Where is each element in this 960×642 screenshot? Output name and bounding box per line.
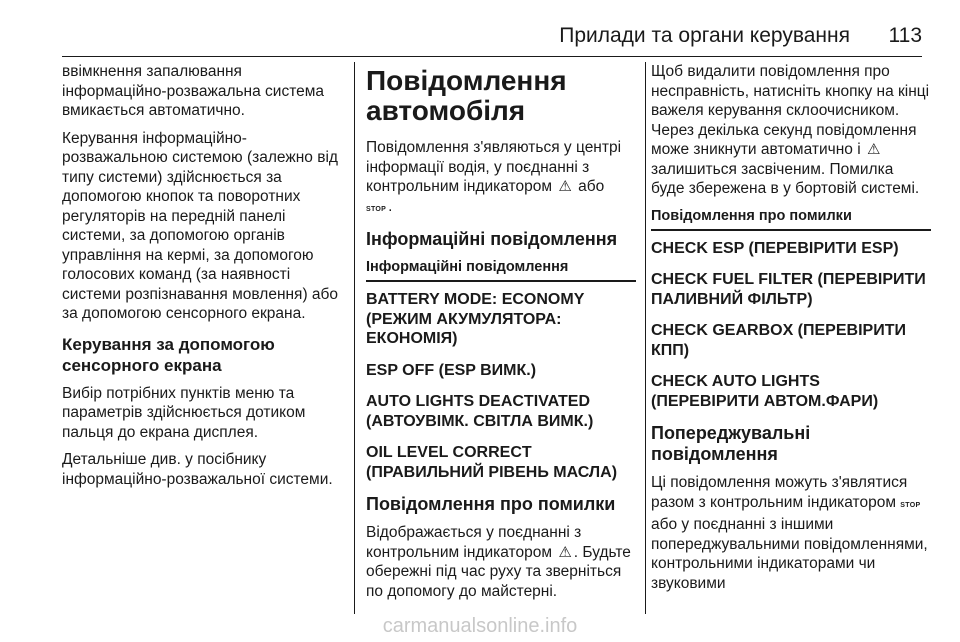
column-divider [354,62,355,614]
intro-text: Повідомлення з'являються у центрі інформації водія, у поєднанні з контрольним індикатором [366,139,622,195]
page-number: 113 [888,24,922,47]
intro-paragraph [366,138,636,219]
paragraph-text: Щоб видалити повідомлення про несправність, натисніть кнопку на кінці важеля керування склоочисником. Через декілька секунд повідомлення може зникнути автоматично і [651,63,930,158]
section-heading: Інформаційні повідомлення [366,229,618,249]
message-item: ESP OFF (ESP ВИМК.) [366,361,537,379]
stop-icon: STOP [900,501,921,509]
message-item: CHECK FUEL FILTER (ПЕРЕВІРИТИ ПАЛИВНИЙ ФІЛЬТР) [651,271,926,308]
intro-text: . [388,197,393,215]
paragraph-text: або у поєднанні з іншими попереджувальними повідомленнями, контрольними індикаторами чи звуковими [651,516,928,592]
intro-text: або [578,178,605,195]
error-text: Відображається у поєднанні з контрольним індикатором [366,524,582,561]
paragraph: Вибір потрібних пунктів меню та параметрів здійснюється дотиком пальця до екрана дисплея. [62,384,306,441]
message-item: BATTERY MODE: ECONOMY (РЕЖИМ АКУМУЛЯТОРА: ЕКОНОМІЯ) [366,291,585,347]
table-header: Інформаційні повідомлення [366,258,636,282]
section-heading: Попереджувальні повідомлення [651,423,811,464]
paragraph [366,523,636,601]
message-item: AUTO LIGHTS DEACTIVATED (АВТОУВІМК. СВІТЛА ВИМК.) [366,393,594,430]
page-header [0,0,960,60]
paragraph [651,62,931,199]
column-left [62,62,346,612]
section-heading: Керування за допомогою сенсорного екрана [62,334,275,375]
table-header: Повідомлення про помилки [651,207,931,231]
watermark: carmanualsonline.info [382,615,578,637]
error-text: . Будьте обережні під час руху та зверніться по допомогу до майстерні. [366,543,631,600]
column-divider [645,62,646,614]
header-divider [62,56,922,57]
car-service-icon: ⚠ [866,141,881,158]
paragraph: Детальніше див. у посібнику інформаційно-розважальної системи. [62,451,333,488]
stop-icon: STOP [366,205,387,213]
column-right [651,62,931,612]
paragraph: ввімкнення запалювання інформаційно-розважальна система вмикається автоматично. [62,63,325,119]
message-item: CHECK AUTO LIGHTS (ПЕРЕВІРИТИ АВТОМ.ФАРИ) [651,373,879,410]
paragraph: Керування інформаційно-розважальною системою (залежно від типу системи) здійснюється за допомогою кнопок та поворотних регуляторів на передній панелі системи, за допомогою органів управління на кермі, за допомогою голосових команд (за наявності системи розпізнавання мовлення) або за допомогою сенсорного екрана. [62,129,339,322]
page-title: Прилади та органи керування [559,24,850,47]
message-item: OIL LEVEL CORRECT (ПРАВИЛЬНИЙ РІВЕНЬ МАСЛА) [366,444,618,481]
message-item: CHECK ESP (ПЕРЕВІРИТИ ESP) [651,239,899,257]
paragraph [651,473,931,593]
message-item: CHECK GEARBOX (ПЕРЕВІРИТИ КПП) [651,322,906,359]
car-service-icon: ⚠ [558,543,572,561]
section-heading: Повідомлення про помилки [366,494,616,514]
paragraph-text: залишиться засвіченим. Помилка буде збережена в у бортовій системі. [651,160,920,197]
car-service-icon: ⚠ [558,178,572,195]
column-middle [366,62,636,612]
paragraph-text: Ці повідомлення можуть з'являтися разом з контрольним індикатором [651,474,908,511]
main-heading: Повідомлення автомобіля [366,65,567,126]
